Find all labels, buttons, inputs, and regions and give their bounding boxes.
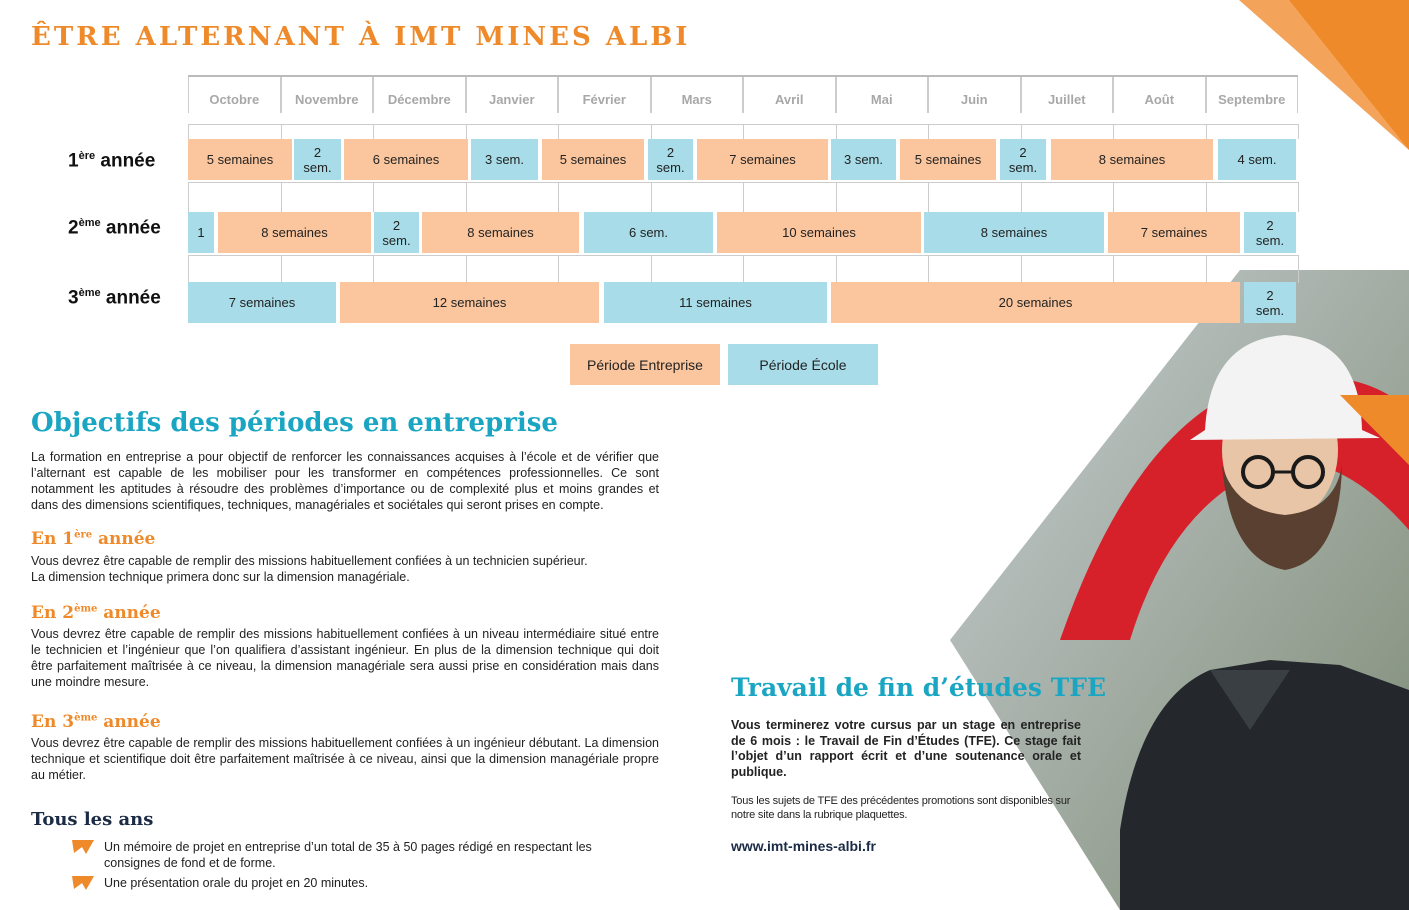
tfe-small-text: Tous les sujets de TFE des précédentes promotions sont disponibles sur notre site dans la rubrique plaquettes. xyxy=(731,795,1071,821)
year-label-2: 2ème année xyxy=(68,217,161,239)
tick-row-3 xyxy=(188,255,1298,283)
year2-text: Vous devrez être capable de remplir des missions habituellement confiées à un niveau intermédiaire situé entre le technicien et l’ingénieur que l’on qualifiera d’assistant ingénieur. En plus de la dimension technique qui doit être parfaitement maîtrisée à ce niveau, la dimension managériale sera aussi prise en considération mais dans une moindre mesure. xyxy=(31,627,659,689)
orange-arrow-icon xyxy=(72,876,94,890)
tfe-heading: Travail de fin d’études TFE xyxy=(731,673,1107,702)
periode-ecole-segment: 2 sem. xyxy=(648,139,693,180)
month-label: Octobre xyxy=(188,77,281,113)
year1-text: Vous devrez être capable de remplir des missions habituellement confiées à un technicien supérieur. La dimension technique primera donc sur la dimension managériale. xyxy=(31,554,588,584)
timeline-row-2 xyxy=(188,212,1298,253)
legend-ecole: Période École xyxy=(728,344,878,385)
month-label: Juin xyxy=(928,77,1021,113)
year1-heading: En 1ère année xyxy=(31,529,156,549)
year-label-3: 3ème année xyxy=(68,287,161,309)
month-label: Août xyxy=(1113,77,1206,113)
year3-text: Vous devrez être capable de remplir des missions habituellement confiées à un ingénieur débutant. La dimension technique et scientifique doit être parfaitement maîtrisée à ce niveau, ainsi que la dimension managériale propre au métier. xyxy=(31,736,659,782)
periode-entreprise-segment: 7 semaines xyxy=(697,139,828,180)
periode-entreprise-segment: 8 semaines xyxy=(218,212,371,253)
month-label: Janvier xyxy=(466,77,559,113)
page-title: ÊTRE ALTERNANT À IMT MINES ALBI xyxy=(31,22,691,52)
month-label: Novembre xyxy=(281,77,374,113)
bullet-item-2: Une présentation orale du projet en 20 minutes. xyxy=(72,875,632,891)
periode-entreprise-segment: 7 semaines xyxy=(1108,212,1240,253)
tick-row-2 xyxy=(188,182,1298,212)
year-label-1: 1ère année xyxy=(68,150,156,172)
objectifs-intro: La formation en entreprise a pour objectif de renforcer les connaissances acquises à l’école et de vérifier que l’alternant est capable de les mobiliser pour les transformer en compétences professionnelles. Ce sont notamment les aptitudes à résoudre des problèmes d’importance ou de complexité plus et moins grandes et dans des dimensions scientifiques, techniques, managériales et sociétales qui seront prises en compte. xyxy=(31,450,659,512)
month-label: Mars xyxy=(651,77,744,113)
periode-ecole-segment: 3 sem. xyxy=(471,139,538,180)
month-label: Septembre xyxy=(1206,77,1299,113)
timeline-row-3 xyxy=(188,282,1298,323)
periode-ecole-segment: 1 xyxy=(188,212,214,253)
periode-entreprise-segment: 8 semaines xyxy=(1051,139,1213,180)
legend-entreprise: Période Entreprise xyxy=(570,344,720,385)
month-header xyxy=(188,75,1298,113)
periode-ecole-segment: 2 sem. xyxy=(1244,212,1296,253)
periode-ecole-segment: 2 sem. xyxy=(1244,282,1296,323)
bullet-item-1: Un mémoire de projet en entreprise d’un total de 35 à 50 pages rédigé en respectant les consignes de fond et de forme. xyxy=(72,839,632,871)
periode-ecole-segment: 2 sem. xyxy=(374,212,419,253)
periode-ecole-segment: 3 sem. xyxy=(831,139,896,180)
year3-heading: En 3ème année xyxy=(31,712,161,732)
website-link[interactable]: www.imt-mines-albi.fr xyxy=(731,838,876,854)
month-label: Décembre xyxy=(373,77,466,113)
periode-ecole-segment: 4 sem. xyxy=(1218,139,1296,180)
month-label: Juillet xyxy=(1021,77,1114,113)
tous-les-ans-heading: Tous les ans xyxy=(31,809,154,830)
periode-entreprise-segment: 5 semaines xyxy=(188,139,292,180)
objectifs-heading: Objectifs des périodes en entreprise xyxy=(31,408,558,438)
tfe-bold-text: Vous terminerez votre cursus par un stage en entreprise de 6 mois : le Travail de Fin d’Études (TFE). Ce stage fait l’objet d’un rapport écrit et d’une soutenance orale et publique. xyxy=(731,718,1081,779)
periode-ecole-segment: 2 sem. xyxy=(1000,139,1046,180)
timeline-row-1 xyxy=(188,139,1298,180)
month-label: Février xyxy=(558,77,651,113)
periode-entreprise-segment: 6 semaines xyxy=(344,139,468,180)
tick-row-1 xyxy=(188,124,1298,139)
year2-heading: En 2ème année xyxy=(31,603,161,623)
periode-entreprise-segment: 12 semaines xyxy=(340,282,599,323)
periode-entreprise-segment: 10 semaines xyxy=(717,212,921,253)
month-label: Mai xyxy=(836,77,929,113)
periode-ecole-segment: 6 sem. xyxy=(584,212,713,253)
periode-entreprise-segment: 8 semaines xyxy=(422,212,579,253)
periode-ecole-segment: 2 sem. xyxy=(294,139,341,180)
month-label: Avril xyxy=(743,77,836,113)
periode-ecole-segment: 7 semaines xyxy=(188,282,336,323)
periode-entreprise-segment: 5 semaines xyxy=(900,139,996,180)
periode-entreprise-segment: 20 semaines xyxy=(831,282,1240,323)
periode-ecole-segment: 11 semaines xyxy=(604,282,827,323)
orange-arrow-icon xyxy=(72,840,94,854)
periode-entreprise-segment: 5 semaines xyxy=(542,139,644,180)
orange-accent-shape xyxy=(1340,395,1409,465)
periode-ecole-segment: 8 semaines xyxy=(924,212,1104,253)
